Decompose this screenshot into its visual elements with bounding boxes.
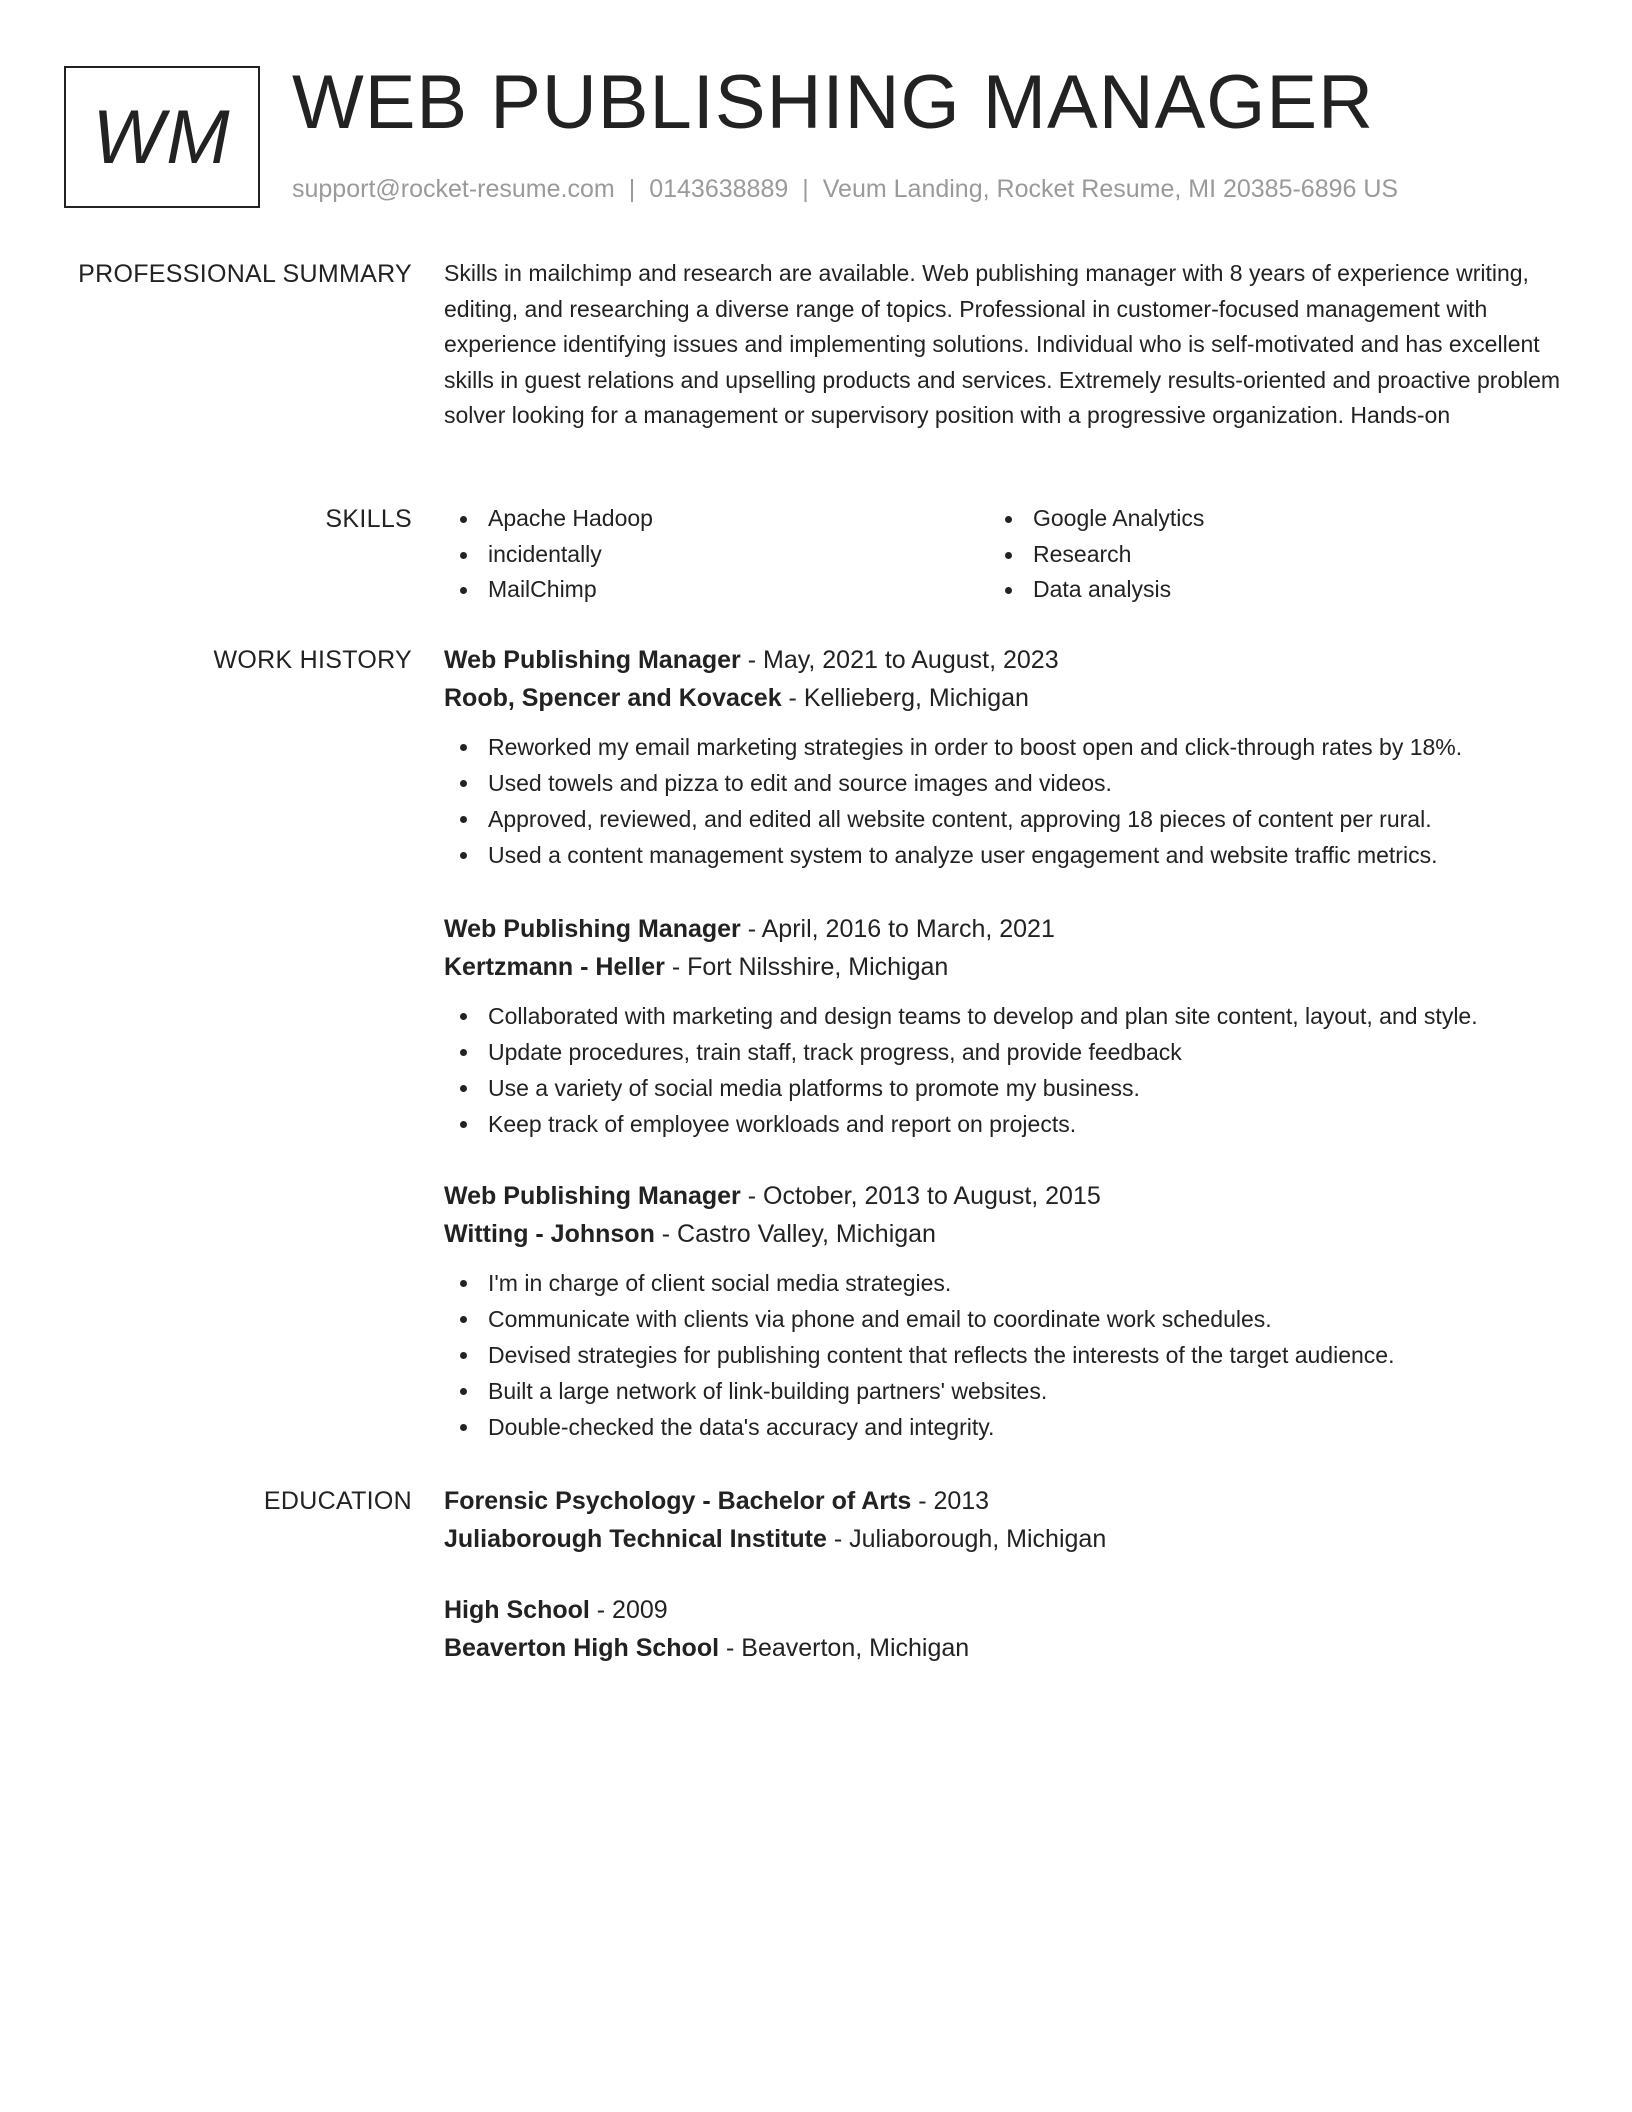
job-bullet: I'm in charge of client social media strategies. [444, 1265, 1564, 1301]
job-bullet: Double-checked the data's accuracy and integrity. [444, 1409, 1564, 1445]
education-school-line [444, 1629, 1564, 1667]
education-entry [444, 1482, 1564, 1558]
education-year: - 2013 [911, 1487, 990, 1515]
job-bullet: Approved, reviewed, and edited all website content, approving 18 pieces of content per rural. [444, 801, 1564, 837]
contact-address: Veum Landing, Rocket Resume, MI 20385-6896 US [822, 175, 1399, 203]
job-bullet: Built a large network of link-building partners' websites. [444, 1373, 1564, 1409]
job-bullets [444, 998, 1564, 1142]
education-school: Juliaborough Technical Institute [444, 1525, 827, 1553]
job-title-line [444, 1177, 1564, 1215]
skills-list-left [444, 501, 989, 608]
monogram-box [64, 66, 260, 208]
education-location: - Juliaborough, Michigan [826, 1525, 1107, 1553]
education-year: - 2009 [589, 1596, 668, 1624]
job-bullet: Used a content management system to analyze user engagement and website traffic metrics. [444, 837, 1564, 873]
job-company: Witting - Johnson [444, 1220, 655, 1248]
skills-grid [444, 501, 1564, 608]
contact-separator: | [802, 175, 809, 203]
contact-email: support@rocket-resume.com [292, 175, 615, 203]
education-school: Beaverton High School [444, 1634, 720, 1662]
education-section-label: EDUCATION [263, 1487, 412, 1515]
job-title-line [444, 910, 1564, 948]
education-degree: High School [444, 1596, 590, 1624]
job-location: - Fort Nilsshire, Michigan [664, 953, 949, 981]
job-bullet: Devised strategies for publishing content that reflects the interests of the target audience. [444, 1337, 1564, 1373]
job-company-line [444, 1215, 1564, 1253]
skill-item: Data analysis [989, 572, 1534, 608]
job-dates: - October, 2013 to August, 2015 [740, 1182, 1101, 1210]
skill-item: Apache Hadoop [444, 501, 989, 537]
job-company-line [444, 948, 1564, 986]
education-degree-line [444, 1482, 1564, 1520]
job-bullet: Keep track of employee workloads and report on projects. [444, 1106, 1564, 1142]
job-dates: - May, 2021 to August, 2023 [740, 646, 1059, 674]
job-company: Roob, Spencer and Kovacek [444, 684, 782, 712]
job-entry [444, 1177, 1564, 1445]
job-bullet: Used towels and pizza to edit and source images and videos. [444, 765, 1564, 801]
work-section-label: WORK HISTORY [213, 646, 412, 674]
job-bullet: Update procedures, train staff, track progress, and provide feedback [444, 1034, 1564, 1070]
contact-phone: 0143638889 [649, 175, 789, 203]
job-bullet: Communicate with clients via phone and email to coordinate work schedules. [444, 1301, 1564, 1337]
job-title: Web Publishing Manager [444, 646, 741, 674]
contact-separator: | [628, 175, 636, 203]
education-degree-line [444, 1591, 1564, 1629]
job-dates: - April, 2016 to March, 2021 [740, 915, 1055, 943]
skill-item: incidentally [444, 537, 989, 573]
job-bullet: Collaborated with marketing and design teams to develop and plan site content, layout, and style. [444, 998, 1564, 1034]
resume-name-title: WEB PUBLISHING MANAGER [292, 60, 1374, 145]
skills-section-label: SKILLS [325, 505, 412, 533]
job-entry [444, 910, 1564, 1142]
education-entry [444, 1591, 1564, 1667]
education-degree: Forensic Psychology - Bachelor of Arts [444, 1487, 912, 1515]
job-title: Web Publishing Manager [444, 915, 741, 943]
job-title-line [444, 641, 1564, 679]
skills-list-right [989, 501, 1534, 608]
job-entry [444, 641, 1564, 873]
monogram-initials: WM [92, 94, 232, 180]
job-bullets [444, 729, 1564, 873]
summary-section [444, 256, 1564, 434]
education-school-line [444, 1520, 1564, 1558]
skill-item: Google Analytics [989, 501, 1534, 537]
job-company-line [444, 679, 1564, 717]
skill-item: Research [989, 537, 1534, 573]
job-company: Kertzmann - Heller [444, 953, 665, 981]
job-location: - Kellieberg, Michigan [781, 684, 1029, 712]
job-bullet: Use a variety of social media platforms to promote my business. [444, 1070, 1564, 1106]
summary-text: Skills in mailchimp and research are available. Web publishing manager with 8 years of experience writing, editing, and researching a diverse range of topics. Professional in customer-focused management with experience identifying issues and implementing solutions. Individual who is self-motivated and has excellent skills in guest relations and upselling products and services. Extremely results-oriented and proactive problem solver looking for a management or supervisory position with a progressive organization. Hands-on [444, 260, 1561, 429]
job-location: - Castro Valley, Michigan [654, 1220, 936, 1248]
job-bullet: Reworked my email marketing strategies in order to boost open and click-through rates by 18%. [444, 729, 1564, 765]
job-bullets [444, 1265, 1564, 1445]
skills-section [444, 501, 1564, 608]
summary-section-label: PROFESSIONAL SUMMARY [78, 260, 412, 288]
education-location: - Beaverton, Michigan [719, 1634, 970, 1662]
contact-line [292, 172, 1398, 206]
skill-item: MailChimp [444, 572, 989, 608]
job-title: Web Publishing Manager [444, 1182, 741, 1210]
